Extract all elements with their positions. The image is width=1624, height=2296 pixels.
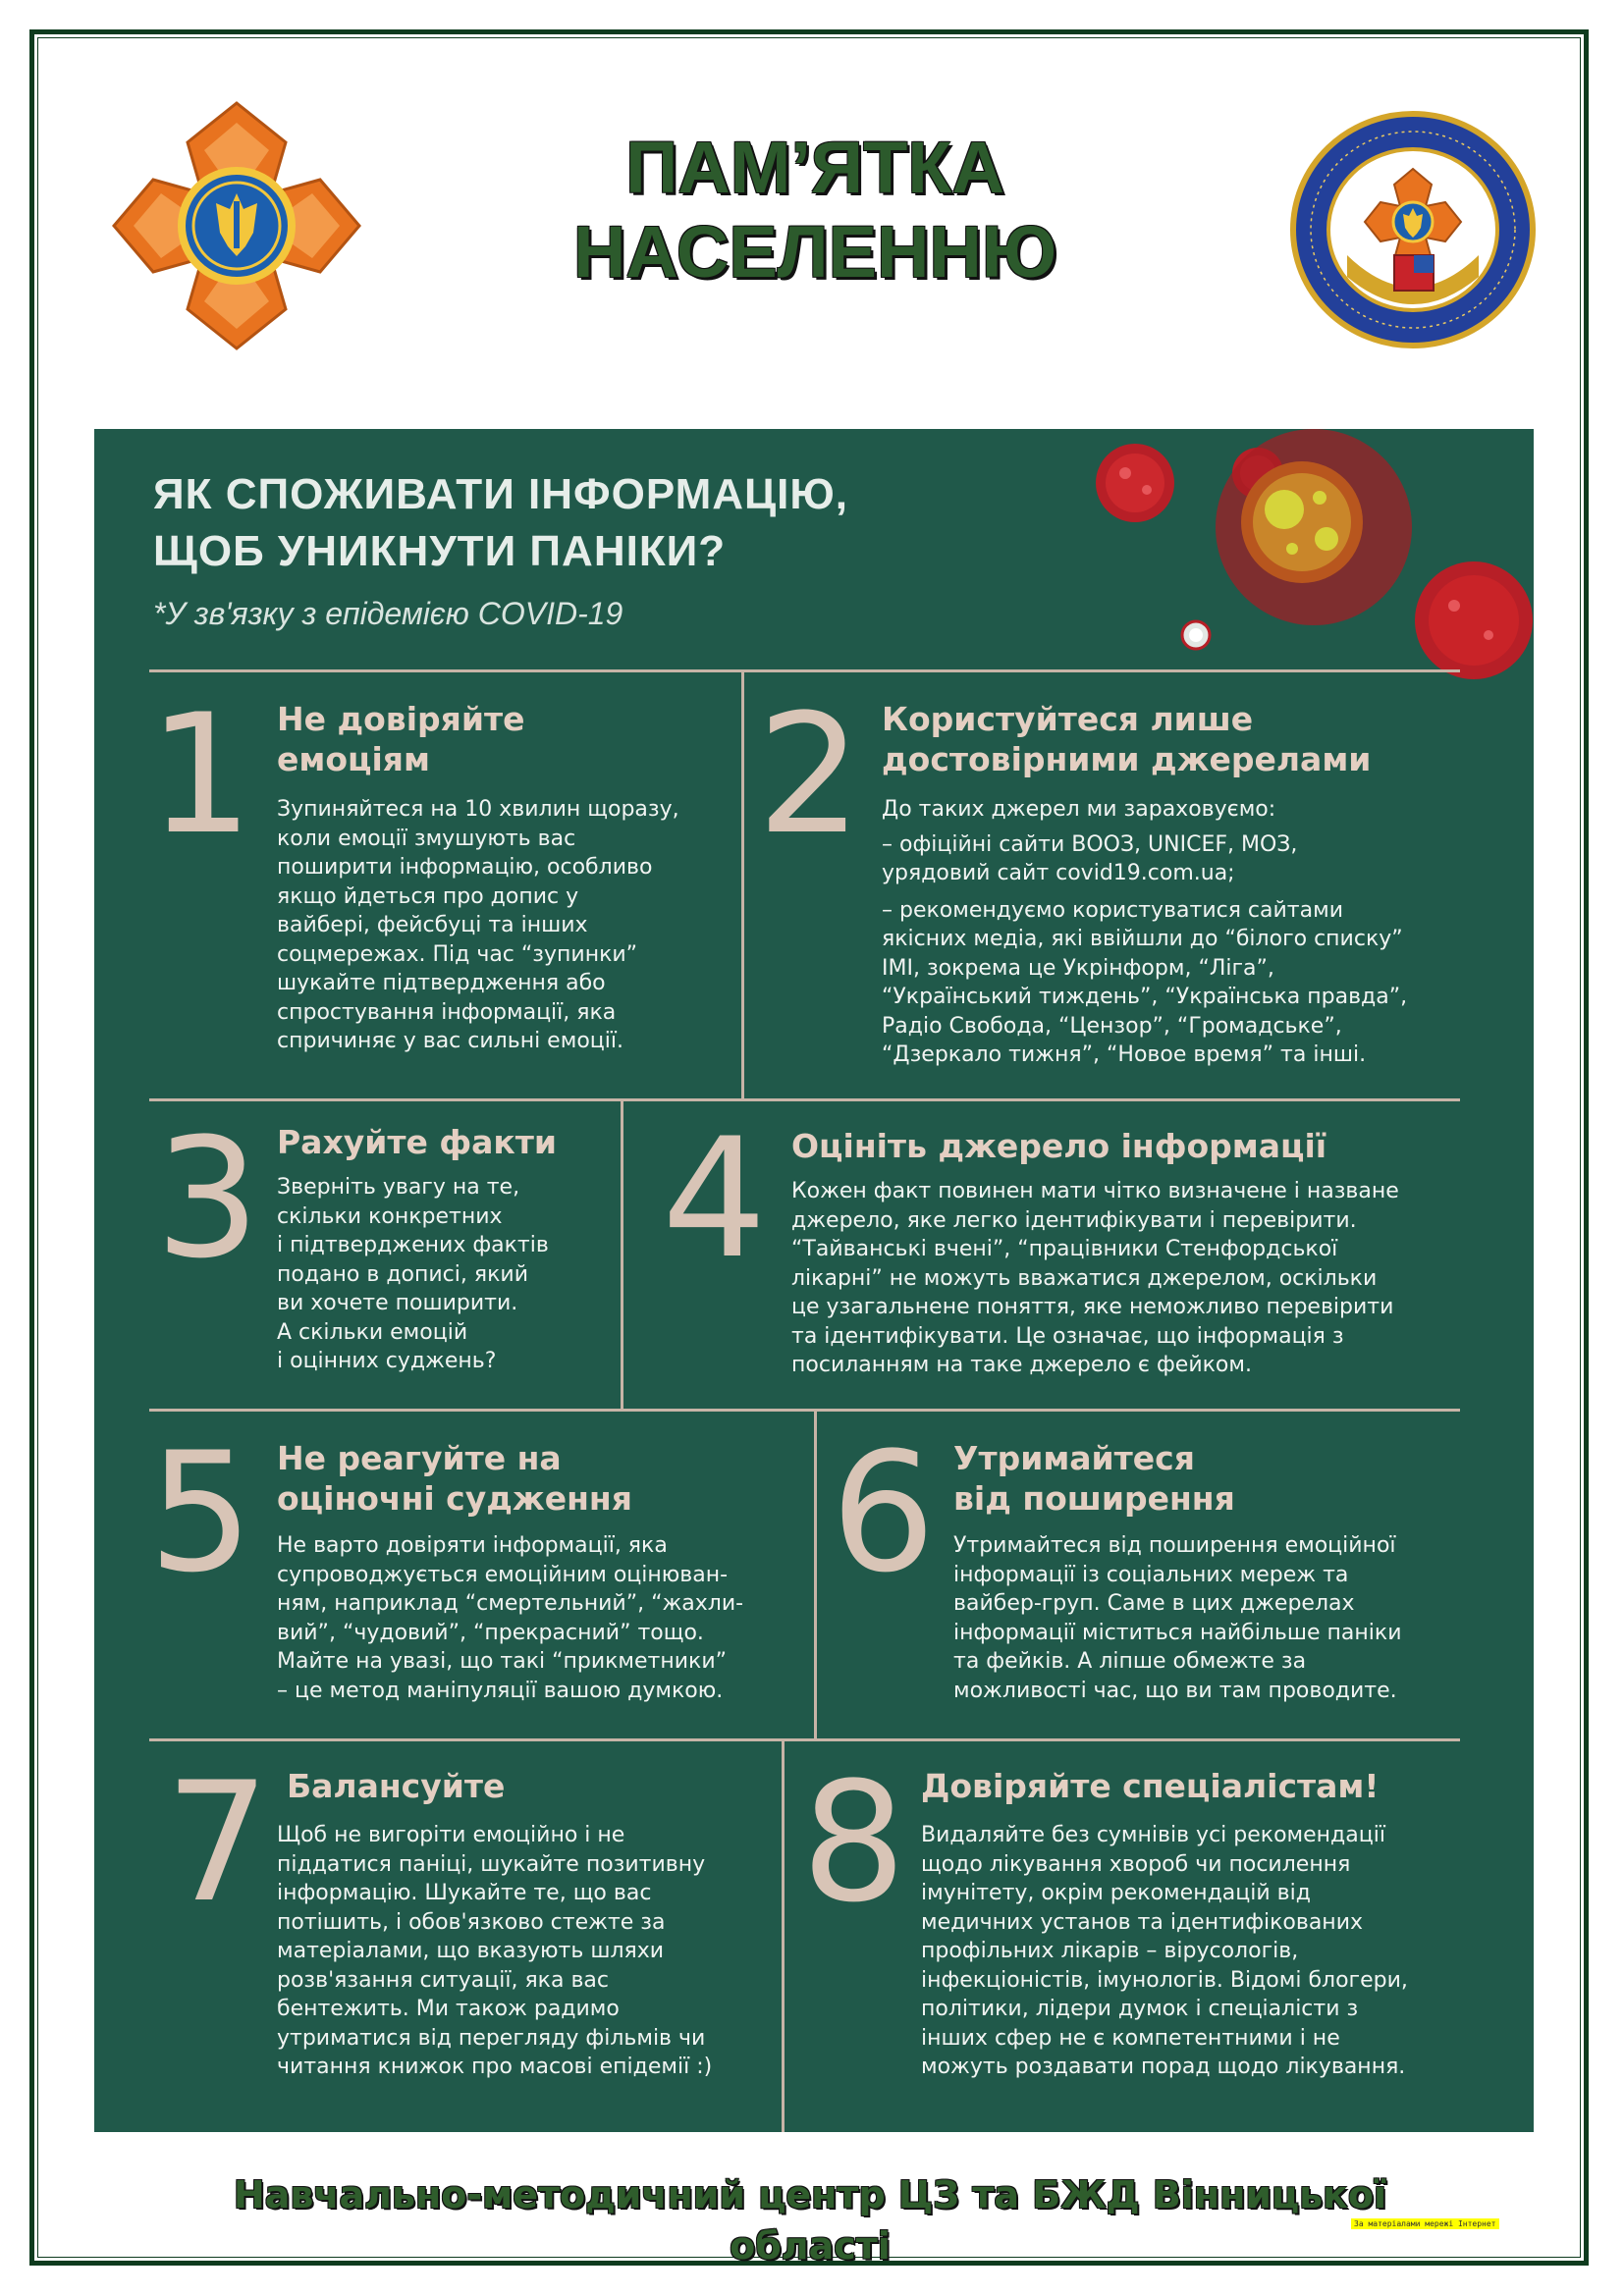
- emblem-icon: [114, 103, 359, 348]
- item-4-title: Оцініть джерело інформації: [791, 1127, 1327, 1165]
- item-4-text: Кожен факт повинен мати чітко визначене і назване джерело, яке легко ідентифікувати і перевірити. “Тайванські вчені”, “працівники Стенфордської лікарні” не можуть вважатися джерелом, оскільки це узагальнене поняття, яке неможливо перевірити та ідентифікувати. Це означає, що інформація з посиланням на таке джерело є фейком.: [791, 1179, 1399, 1377]
- item-7-number: 7: [165, 1746, 270, 1939]
- footer-line-1: Навчально-методичний центр ЦЗ та БЖД Вінницької: [233, 2173, 1387, 2216]
- poster-heading-line-1: ЯК СПОЖИВАТИ ІНФОРМАЦІЮ,: [153, 470, 848, 518]
- divider-row-2: [149, 1098, 1460, 1101]
- info-poster: [94, 429, 1534, 2132]
- poster-heading: [153, 466, 848, 580]
- divider-col-1: [741, 669, 744, 1098]
- item-6-text: Утримайтеся від поширення емоційної інформації із соціальних мереж та вайбер-груп. Саме в цих джерелах інформації міститься найбільше паніки та фейків. А ліпше обмежте за можливості час, що ви там проводите.: [953, 1533, 1402, 1703]
- page-title: [471, 126, 1159, 294]
- item-8-number: 8: [801, 1746, 906, 1939]
- item-2-number: 2: [757, 678, 862, 871]
- divider-row-3: [149, 1409, 1460, 1412]
- title-line-2: НАСЕЛЕННЮ: [572, 211, 1057, 293]
- divider-col-4: [782, 1738, 785, 2132]
- footer-line-2: області: [730, 2224, 891, 2268]
- item-6-number: 6: [831, 1416, 936, 1609]
- item-7-text: Щоб не вигоріти емоційно і не піддатися паніці, шукайте позитивну інформацію. Шукайте те, що вас потішить, і обов'язково стежте за матеріалами, що вказують шляхи розв'язання ситуації, яка вас бентежить. Ми також радимо утриматися від перегляду фільмів чи читання книжок про масові епідемії :): [277, 1823, 713, 2079]
- source-credit: За матеріалами мережі Інтернет: [1351, 2218, 1499, 2229]
- item-5-text: Не варто довіряти інформації, яка супроводжується емоційним оцінюван- ням, наприклад “смертельний”, “жахли- вий”, “чудовий”, “прекрасний” тощо. Майте на увазі, що такі “прикметники” – це метод маніпуляції вашою думкою.: [277, 1533, 744, 1703]
- footer-organization: [98, 2169, 1522, 2268]
- title-line-1: ПАМ’ЯТКА: [625, 127, 1004, 208]
- item-7-title: Балансуйте: [287, 1767, 506, 1805]
- divider-row-1: [149, 669, 1460, 672]
- poster-heading-line-2: ЩОБ УНИКНУТИ ПАНІКИ?: [153, 527, 727, 575]
- divider-col-2: [621, 1098, 623, 1409]
- item-5-title: Не реагуйте на оціночні судження: [277, 1439, 632, 1518]
- divider-col-3: [814, 1409, 817, 1738]
- item-3-title: Рахуйте факти: [277, 1123, 558, 1161]
- virus-illustration-icon: [978, 429, 1534, 665]
- item-4-number: 4: [662, 1102, 767, 1295]
- item-8-text: Видаляйте без сумнівів усі рекомендації щодо лікування хвороб чи посилення імунітету, окрім рекомендацій від медичних установ та ідентифікованих профільних лікарів – вірусологів, інфекціоністів, імунологів. Відомі блогери, політики, лідери думок і спеціалісти з інших сфер не є компетентними і не можуть роздавати порад щодо лікування.: [921, 1823, 1408, 2079]
- item-8-title: Довіряйте спеціалістам!: [921, 1767, 1380, 1805]
- item-3-text: Зверніть увагу на те, скільки конкретних і підтверджених фактів подано в дописі, який ви хочете поширити. А скільки емоцій і оцінних суджень?: [277, 1175, 549, 1373]
- item-6-title: Утримайтеся від поширення: [953, 1439, 1235, 1518]
- virus-big-icon: [1216, 429, 1412, 625]
- virus-small-icon: [1096, 444, 1174, 522]
- seal-icon: [1288, 108, 1539, 351]
- divider-row-4: [149, 1738, 1460, 1741]
- item-2-title: Користуйтеся лише достовірними джерелами: [882, 700, 1372, 778]
- poster-subheading: *У зв'язку з епідемією COVID-19: [153, 596, 623, 631]
- virus-right-icon: [1415, 561, 1533, 679]
- item-1-title: Не довіряйте емоціям: [277, 700, 525, 778]
- item-1-number: 1: [148, 678, 253, 871]
- item-1-text: Зупиняйтеся на 10 хвилин щоразу, коли емоції змушують вас поширити інформацію, особливо якщо йдеться про допис у вайбері, фейсбуці та інших соцмережах. Під час “зупинки” шукайте підтвердження або спростування інформації, яка спричиняє у вас сильні емоції.: [277, 797, 679, 1053]
- item-3-number: 3: [155, 1102, 260, 1295]
- item-5-number: 5: [148, 1416, 253, 1609]
- item-2-text: До таких джерел ми зараховуємо: – офіційні сайти ВООЗ, UNICEF, МОЗ, урядовий сайт covid19.com.ua; – рекомендуємо користуватися сайтами якісних медіа, які ввійшли до “білого списку” ІМІ, зокрема це Укрінформ, “Ліга”, “Український тиждень”, “Українська правда”, Радіо Свобода, “Цензор”, “Громадське”, “Дзеркало тижня”, “Новое время” та інші.: [882, 797, 1408, 1067]
